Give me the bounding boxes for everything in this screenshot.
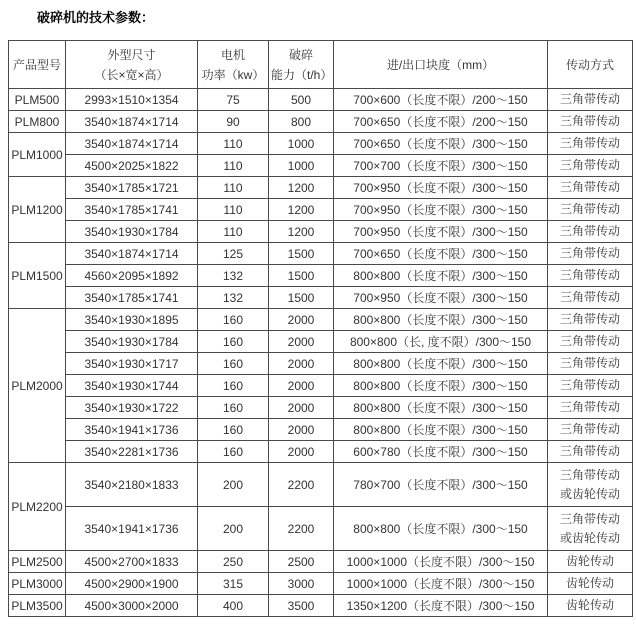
- model-cell: PLM1500: [9, 243, 66, 309]
- block-size-cell: 800×800（长度不限）/300～150: [334, 507, 548, 551]
- drive-cell: [548, 111, 633, 133]
- table-row: [9, 331, 633, 353]
- power-cell: 160: [198, 441, 269, 463]
- capacity-cell: 1200: [269, 177, 334, 199]
- drive-line: 三角带传动: [559, 268, 620, 282]
- size-cell: 3540×1930×1744: [66, 375, 198, 397]
- drive-line: 三角带传动: [559, 136, 620, 150]
- power-cell: 160: [198, 419, 269, 441]
- drive-line: 三角带传动: [559, 246, 620, 260]
- capacity-cell: 2500: [269, 551, 334, 573]
- drive-line: 三角带传动: [559, 312, 620, 326]
- column-header: [548, 41, 633, 89]
- size-cell: 3540×1941×1736: [66, 419, 198, 441]
- spec-table: [8, 40, 633, 617]
- drive-cell: [548, 507, 633, 551]
- header-row: [9, 41, 633, 89]
- drive-cell: [548, 397, 633, 419]
- capacity-cell: 1200: [269, 221, 334, 243]
- block-size-cell: 800×800（长度不限）/300～150: [334, 353, 548, 375]
- drive-cell: [548, 155, 633, 177]
- drive-line: 三角带传动: [559, 290, 620, 304]
- drive-line: 或齿轮传动: [559, 530, 620, 545]
- capacity-cell: 2000: [269, 441, 334, 463]
- block-size-cell: 800×800（长度不限）/300～150: [334, 397, 548, 419]
- drive-cell: [548, 595, 633, 617]
- table-row: [9, 265, 633, 287]
- column-header: [269, 41, 334, 89]
- size-cell: 3540×1785×1721: [66, 177, 198, 199]
- capacity-cell: 1000: [269, 155, 334, 177]
- drive-line: 三角带传动: [559, 356, 620, 370]
- drive-line: 或齿轮传动: [559, 486, 620, 501]
- size-cell: 2993×1510×1354: [66, 89, 198, 111]
- column-header: [334, 41, 548, 89]
- size-cell: 4500×2025×1822: [66, 155, 198, 177]
- drive-cell: [548, 287, 633, 309]
- drive-line: 齿轮传动: [565, 598, 614, 612]
- drive-line: 三角带传动: [559, 224, 620, 238]
- table-row: [9, 419, 633, 441]
- drive-line: 三角带传动: [559, 511, 620, 526]
- drive-cell: [548, 573, 633, 595]
- block-size-cell: 800×800（长度不限）/300～150: [334, 309, 548, 331]
- table-row: [9, 111, 633, 133]
- drive-cell: [548, 441, 633, 463]
- table-row: [9, 177, 633, 199]
- model-cell: PLM3500: [9, 595, 66, 617]
- power-cell: 400: [198, 595, 269, 617]
- capacity-cell: 1500: [269, 287, 334, 309]
- power-cell: 110: [198, 133, 269, 155]
- block-size-cell: 600×780（长度不限）/300～150: [334, 441, 548, 463]
- table-row: [9, 309, 633, 331]
- spec-table-head: [9, 41, 633, 89]
- model-cell: PLM800: [9, 111, 66, 133]
- model-cell: PLM2500: [9, 551, 66, 573]
- drive-cell: [548, 309, 633, 331]
- block-size-cell: 700×650（长度不限）/300～150: [334, 133, 548, 155]
- column-header-line: 功率（kw）: [201, 67, 265, 82]
- power-cell: 160: [198, 331, 269, 353]
- size-cell: 3540×2180×1833: [66, 463, 198, 507]
- capacity-cell: 2000: [269, 309, 334, 331]
- table-row: [9, 397, 633, 419]
- column-header: [66, 41, 198, 89]
- table-row: [9, 155, 633, 177]
- model-cell: PLM1000: [9, 133, 66, 177]
- capacity-cell: 3000: [269, 573, 334, 595]
- column-header-line: 传动方式: [565, 57, 614, 72]
- capacity-cell: 3500: [269, 595, 334, 617]
- drive-line: 三角带传动: [559, 202, 620, 216]
- capacity-cell: 1000: [269, 133, 334, 155]
- size-cell: 3540×1874×1714: [66, 111, 198, 133]
- model-cell: PLM3000: [9, 573, 66, 595]
- block-size-cell: 800×800（长, 度不限）/300～150: [334, 331, 548, 353]
- drive-cell: [548, 375, 633, 397]
- power-cell: 132: [198, 287, 269, 309]
- drive-line: 齿轮传动: [565, 554, 614, 568]
- drive-line: 三角带传动: [559, 114, 620, 128]
- column-header-line: 进/出口块度（mm）: [386, 57, 495, 72]
- block-size-cell: 700×950（长度不限）/300～150: [334, 199, 548, 221]
- drive-line: 三角带传动: [559, 422, 620, 436]
- block-size-cell: 800×800（长度不限）/300～150: [334, 375, 548, 397]
- column-header-line: 产品型号: [12, 57, 61, 72]
- size-cell: 4500×3000×2000: [66, 595, 198, 617]
- size-cell: 3540×2281×1736: [66, 441, 198, 463]
- table-row: [9, 221, 633, 243]
- capacity-cell: 2200: [269, 463, 334, 507]
- column-header-line: 破碎: [288, 47, 313, 62]
- size-cell: 3540×1930×1895: [66, 309, 198, 331]
- table-row: [9, 595, 633, 617]
- model-cell: PLM1200: [9, 177, 66, 243]
- block-size-cell: 700×650（长度不限）/200～150: [334, 111, 548, 133]
- column-header: [9, 41, 66, 89]
- drive-cell: [548, 221, 633, 243]
- model-cell: PLM2200: [9, 463, 66, 551]
- power-cell: 132: [198, 265, 269, 287]
- drive-line: 三角带传动: [559, 378, 620, 392]
- drive-cell: [548, 551, 633, 573]
- table-row: [9, 287, 633, 309]
- power-cell: 110: [198, 199, 269, 221]
- column-header-line: 电机: [220, 47, 245, 62]
- size-cell: 3540×1930×1722: [66, 397, 198, 419]
- size-cell: 4560×2095×1892: [66, 265, 198, 287]
- block-size-cell: 1350×1200（长度不限）/300～150: [334, 595, 548, 617]
- size-cell: 4500×2900×1900: [66, 573, 198, 595]
- block-size-cell: 1000×1000（长度不限）/300～150: [334, 551, 548, 573]
- capacity-cell: 1200: [269, 199, 334, 221]
- table-row: [9, 441, 633, 463]
- power-cell: 200: [198, 463, 269, 507]
- power-cell: 160: [198, 353, 269, 375]
- power-cell: 160: [198, 375, 269, 397]
- power-cell: 90: [198, 111, 269, 133]
- block-size-cell: 700×950（长度不限）/300～150: [334, 221, 548, 243]
- block-size-cell: 780×700（长度不限）/300～150: [334, 463, 548, 507]
- size-cell: 4500×2700×1833: [66, 551, 198, 573]
- page-title: 破碎机的技术参数：: [37, 10, 155, 25]
- block-size-cell: 800×800（长度不限）/300～150: [334, 419, 548, 441]
- block-size-cell: 700×700（长度不限）/300～150: [334, 155, 548, 177]
- block-size-cell: 1000×1000（长度不限）/300～150: [334, 573, 548, 595]
- size-cell: 3540×1930×1784: [66, 221, 198, 243]
- table-row: [9, 199, 633, 221]
- model-cell: PLM2000: [9, 309, 66, 463]
- column-header: [198, 41, 269, 89]
- capacity-cell: 2000: [269, 397, 334, 419]
- drive-line: 三角带传动: [559, 92, 620, 106]
- model-cell: PLM500: [9, 89, 66, 111]
- drive-cell: [548, 331, 633, 353]
- power-cell: 125: [198, 243, 269, 265]
- block-size-cell: 700×650（长度不限）/300～150: [334, 243, 548, 265]
- size-cell: 3540×1785×1741: [66, 287, 198, 309]
- capacity-cell: 2000: [269, 331, 334, 353]
- capacity-cell: 2000: [269, 375, 334, 397]
- capacity-cell: 500: [269, 89, 334, 111]
- table-row: [9, 463, 633, 507]
- table-row: [9, 551, 633, 573]
- drive-cell: [548, 265, 633, 287]
- column-header-line: 外型尺寸: [107, 47, 156, 62]
- table-row: [9, 353, 633, 375]
- drive-line: 三角带传动: [559, 180, 620, 194]
- column-header-line: 能力（t/h）: [271, 67, 333, 82]
- drive-line: 齿轮传动: [565, 576, 614, 590]
- power-cell: 110: [198, 221, 269, 243]
- size-cell: 3540×1941×1736: [66, 507, 198, 551]
- drive-line: 三角带传动: [559, 158, 620, 172]
- power-cell: 110: [198, 177, 269, 199]
- drive-cell: [548, 177, 633, 199]
- table-row: [9, 573, 633, 595]
- block-size-cell: 700×950（长度不限）/300～150: [334, 287, 548, 309]
- power-cell: 200: [198, 507, 269, 551]
- size-cell: 3540×1930×1717: [66, 353, 198, 375]
- size-cell: 3540×1874×1714: [66, 243, 198, 265]
- drive-cell: [548, 353, 633, 375]
- column-header-line: （长×宽×高）: [94, 67, 169, 82]
- power-cell: 110: [198, 155, 269, 177]
- drive-cell: [548, 463, 633, 507]
- power-cell: 160: [198, 309, 269, 331]
- power-cell: 250: [198, 551, 269, 573]
- table-row: [9, 507, 633, 551]
- table-row: [9, 375, 633, 397]
- drive-line: 三角带传动: [559, 334, 620, 348]
- capacity-cell: 1500: [269, 265, 334, 287]
- capacity-cell: 2000: [269, 419, 334, 441]
- capacity-cell: 2200: [269, 507, 334, 551]
- size-cell: 3540×1785×1741: [66, 199, 198, 221]
- drive-cell: [548, 243, 633, 265]
- table-row: [9, 89, 633, 111]
- capacity-cell: 2000: [269, 353, 334, 375]
- power-cell: 75: [198, 89, 269, 111]
- power-cell: 315: [198, 573, 269, 595]
- size-cell: 3540×1874×1714: [66, 133, 198, 155]
- block-size-cell: 700×600（长度不限）/200～150: [334, 89, 548, 111]
- drive-line: 三角带传动: [559, 400, 620, 414]
- drive-cell: [548, 419, 633, 441]
- spec-table-body: [9, 89, 633, 617]
- power-cell: 160: [198, 397, 269, 419]
- table-row: [9, 133, 633, 155]
- drive-line: 三角带传动: [559, 467, 620, 482]
- capacity-cell: 800: [269, 111, 334, 133]
- drive-cell: [548, 199, 633, 221]
- size-cell: 3540×1930×1784: [66, 331, 198, 353]
- table-row: [9, 243, 633, 265]
- drive-cell: [548, 89, 633, 111]
- capacity-cell: 1500: [269, 243, 334, 265]
- block-size-cell: 700×950（长度不限）/300～150: [334, 177, 548, 199]
- drive-cell: [548, 133, 633, 155]
- block-size-cell: 800×800（长度不限）/300～150: [334, 265, 548, 287]
- drive-line: 三角带传动: [559, 444, 620, 458]
